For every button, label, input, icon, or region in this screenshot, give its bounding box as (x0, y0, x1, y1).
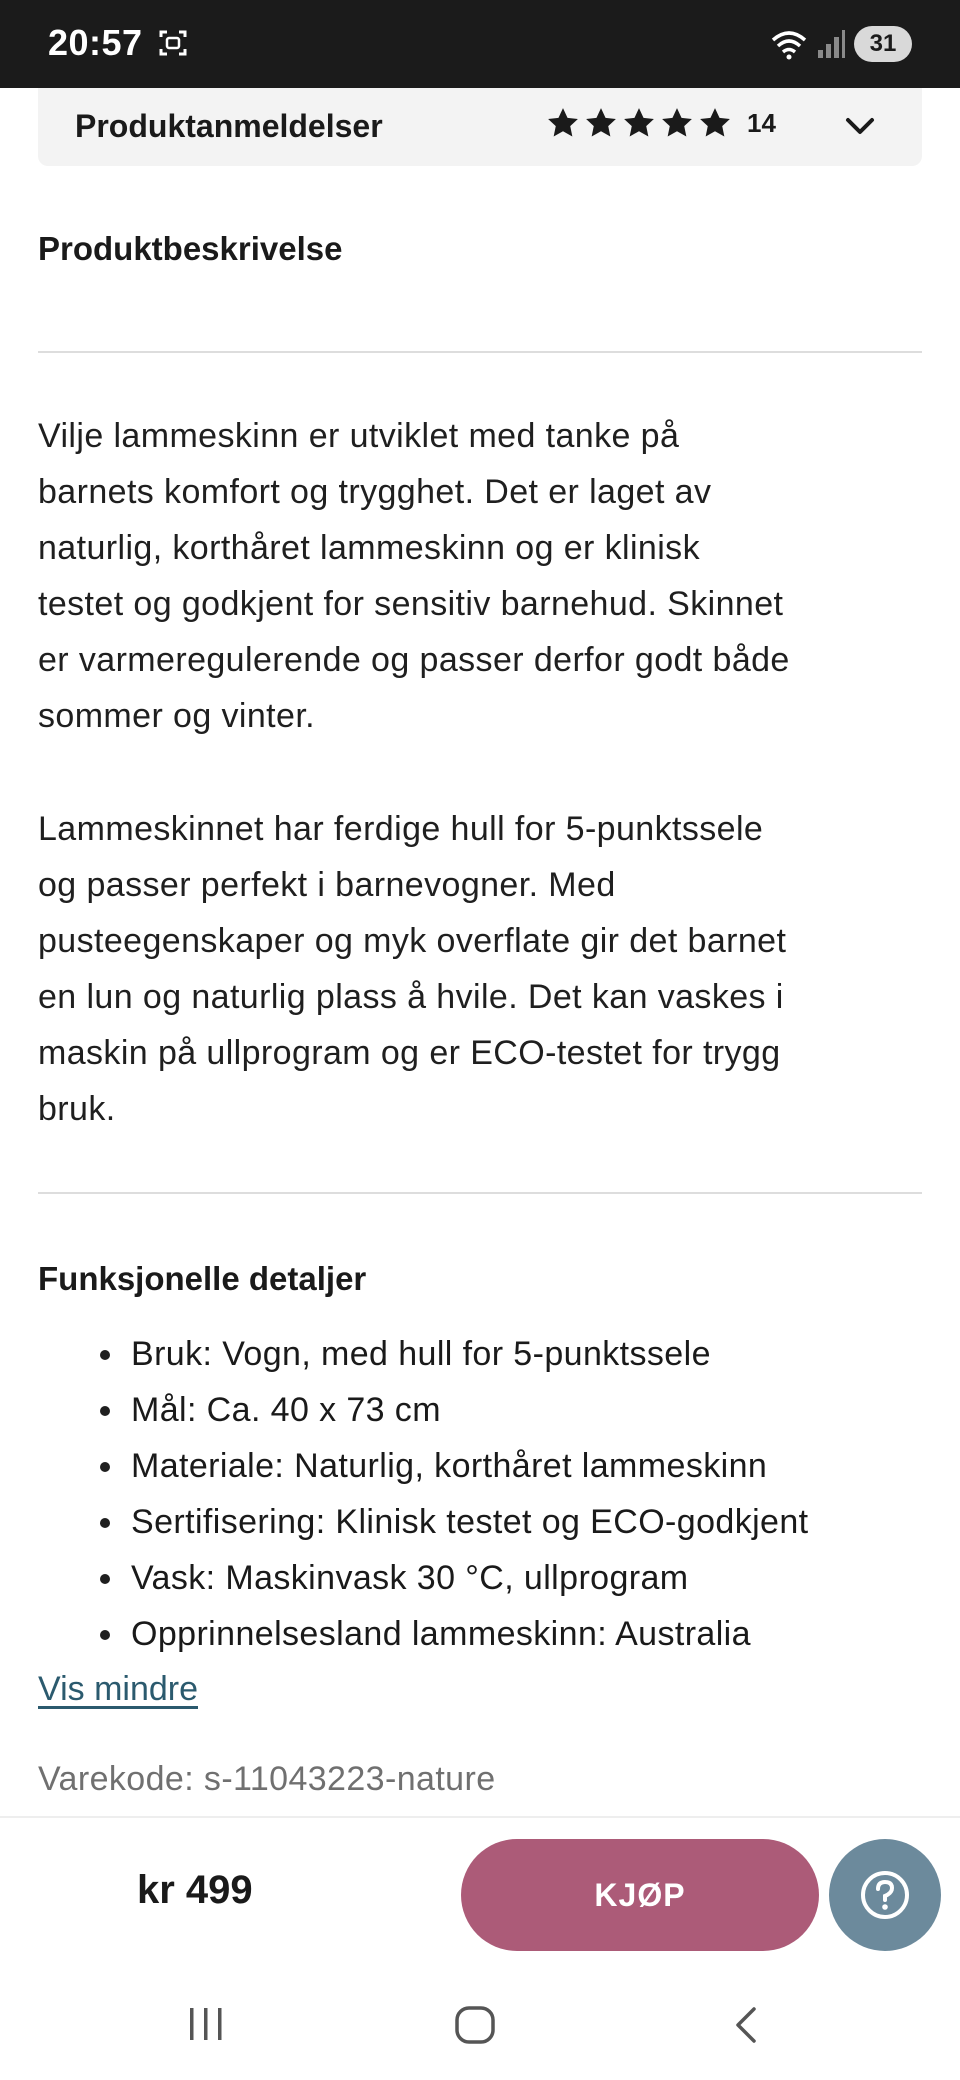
signal-icon (816, 28, 846, 60)
review-count: 14 (747, 108, 776, 138)
status-bar (0, 0, 960, 88)
battery-icon: 31 (854, 26, 912, 62)
details-list (100, 1326, 809, 1662)
text-line: maskin på ullprogram og er ECO-testet for trygg (38, 1034, 781, 1072)
star-icon (622, 106, 656, 140)
text-line: pusteegenskaper og myk overflate gir det barnet (38, 922, 787, 960)
home-icon[interactable] (454, 2006, 496, 2044)
divider (38, 1192, 922, 1194)
text-line: barnets komfort og trygghet. Det er laget av (38, 473, 712, 511)
wifi-icon (770, 28, 808, 60)
star-icon (584, 106, 618, 140)
price: kr 499 (137, 1868, 253, 1912)
details-heading: Funksjonelle detaljer (38, 1260, 367, 1297)
list-item: Mål: Ca. 40 x 73 cm (100, 1382, 809, 1438)
status-time: 20:57 (48, 22, 143, 63)
description-paragraph-1 (38, 408, 928, 744)
text-line: Lammeskinnet har ferdige hull for 5-punktssele (38, 810, 764, 848)
screenshot-icon (158, 28, 188, 58)
text-line: og passer perfekt i barnevogner. Med (38, 866, 616, 904)
star-icon (660, 106, 694, 140)
text-line: testet og godkjent for sensitiv barnehud. Skinnet (38, 585, 784, 623)
recent-apps-icon[interactable] (186, 2006, 226, 2042)
reviews-accordion[interactable] (38, 88, 922, 166)
navigation-bar (0, 1956, 960, 2080)
divider (38, 351, 922, 353)
text-line: bruk. (38, 1090, 116, 1128)
description-heading: Produktbeskrivelse (38, 230, 343, 267)
text-line: Vilje lammeskinn er utviklet med tanke på (38, 417, 680, 455)
chevron-down-icon[interactable] (842, 108, 878, 144)
show-less-link[interactable]: Vis mindre (38, 1670, 198, 1708)
list-item: Vask: Maskinvask 30 °C, ullprogram (100, 1550, 809, 1606)
description-paragraph-2 (38, 801, 928, 1137)
reviews-title: Produktanmeldelser (75, 108, 383, 144)
text-line: en lun og naturlig plass å hvile. Det kan vaskes i (38, 978, 784, 1016)
help-button[interactable] (829, 1839, 941, 1951)
list-item: Materiale: Naturlig, korthåret lammeskinn (100, 1438, 809, 1494)
text-line: naturlig, korthåret lammeskinn og er klinisk (38, 529, 700, 567)
text-line: er varmeregulerende og passer derfor godt både (38, 641, 790, 679)
status-icons (770, 26, 912, 62)
list-item: Opprinnelsesland lammeskinn: Australia (100, 1606, 809, 1662)
question-icon (858, 1868, 912, 1922)
list-item: Sertifisering: Klinisk testet og ECO-godkjent (100, 1494, 809, 1550)
back-icon[interactable] (730, 2006, 760, 2044)
sku-text: Varekode: s-11043223-nature (38, 1760, 496, 1798)
rating-stars (546, 106, 732, 140)
buy-button[interactable]: KJØP (461, 1839, 819, 1951)
star-icon (698, 106, 732, 140)
list-item: Bruk: Vogn, med hull for 5-punktssele (100, 1326, 809, 1382)
star-icon (546, 106, 580, 140)
text-line: sommer og vinter. (38, 697, 316, 735)
purchase-bar (0, 1816, 960, 1956)
